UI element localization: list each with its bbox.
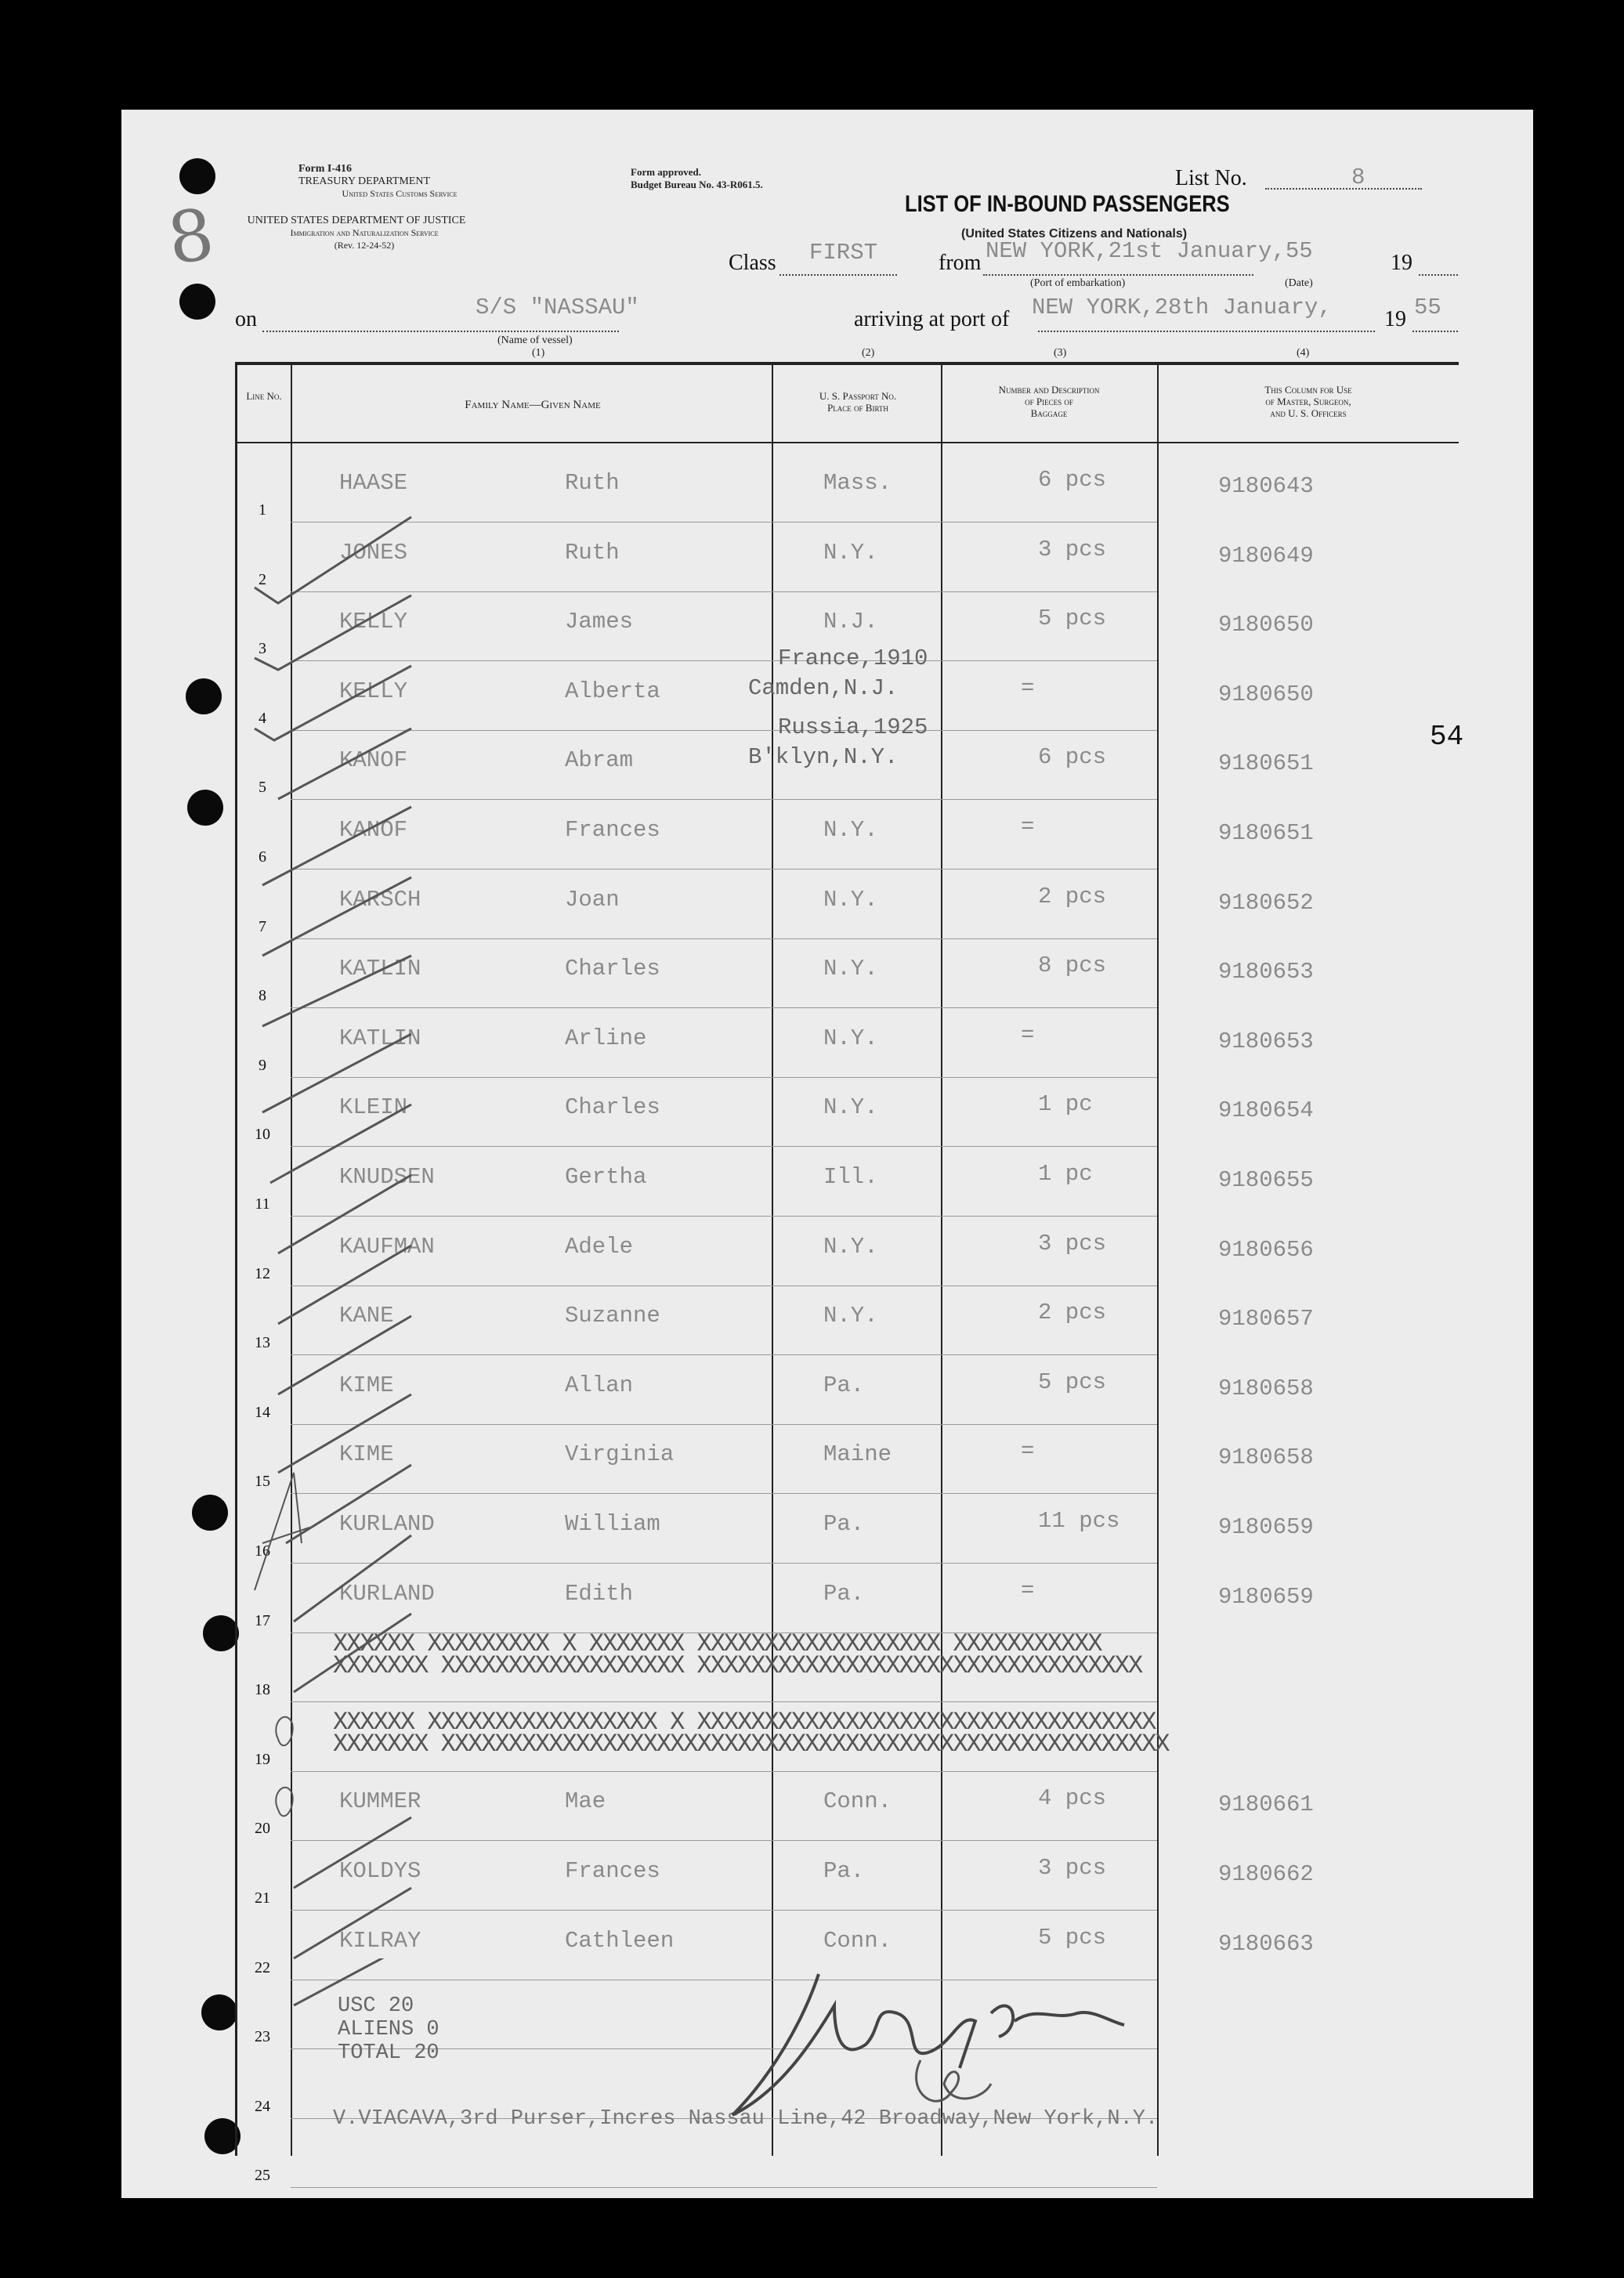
on-label: on — [235, 307, 257, 331]
col-num-2: (2) — [862, 347, 875, 359]
given-name: Adele — [565, 1233, 634, 1260]
baggage: = — [1021, 1021, 1035, 1048]
place-of-birth: N.Y. — [823, 956, 878, 982]
line-number: 18 — [255, 1681, 270, 1699]
place-of-birth: Maine — [823, 1441, 892, 1468]
line-number: 7 — [259, 917, 266, 935]
officer-ref-number: 9180651 — [1218, 820, 1314, 846]
given-name: James — [565, 609, 634, 635]
officer-ref-number: 9180649 — [1218, 542, 1314, 569]
col-header-baggage-l3: Baggage — [1030, 407, 1068, 419]
place-of-birth: Ill. — [823, 1164, 878, 1190]
baggage: 6 pcs — [1038, 467, 1107, 493]
col-num-4: (4) — [1297, 347, 1310, 359]
place-of-birth: Conn. — [823, 1927, 892, 1954]
officer-ref-number: 9180653 — [1218, 1028, 1314, 1054]
customs-service: United States Customs Service — [342, 188, 458, 199]
col-header-officers-l3: and U. S. Officers — [1270, 407, 1347, 419]
line-number: 19 — [255, 1750, 270, 1768]
col-header-passport-l2: Place of Birth — [827, 402, 888, 414]
place-of-birth: Russia,1925 — [778, 714, 928, 741]
given-name: Arline — [565, 1025, 647, 1051]
given-name: Ruth — [565, 539, 620, 566]
officer-ref-number: 9180659 — [1218, 1514, 1314, 1540]
line-number: 10 — [255, 1126, 270, 1144]
year2-label: 19 — [1384, 307, 1406, 331]
line-number: 20 — [255, 1820, 270, 1838]
family-name: KANOF — [339, 747, 408, 774]
officer-ref-number: 9180658 — [1218, 1375, 1314, 1401]
place-of-birth-2: B'klyn,N.Y. — [748, 744, 899, 771]
family-name: KAUFMAN — [339, 1233, 435, 1260]
col-sep-name — [772, 365, 773, 2156]
baggage: = — [1021, 1438, 1035, 1465]
line-number: 14 — [255, 1403, 270, 1421]
place-of-birth: N.Y. — [823, 1233, 878, 1260]
vessel-caption: (Name of vessel) — [497, 334, 573, 346]
page-title: LIST OF IN-BOUND PASSENGERS — [905, 191, 1230, 217]
baggage: 3 pcs — [1038, 1855, 1107, 1881]
family-name: KUMMER — [339, 1788, 421, 1815]
officer-ref-number: 9180654 — [1218, 1097, 1314, 1124]
col-sep-baggage — [1157, 365, 1159, 2156]
from-line — [983, 274, 1253, 276]
officer-ref-number: 9180663 — [1218, 1930, 1314, 1957]
col-header-line-no-text: Line No. — [246, 390, 282, 402]
justice-dept: UNITED STATES DEPARTMENT OF JUSTICE — [247, 215, 466, 226]
family-name: HAASE — [339, 470, 408, 496]
pencil-ticks — [231, 392, 466, 1998]
arriving-label: arriving at port of — [854, 307, 1010, 331]
baggage: 2 pcs — [1038, 883, 1107, 909]
baggage: 4 pcs — [1038, 1785, 1107, 1812]
crossed-out-row: XXXXXX XXXXXXXXX X XXXXXXX XXXXXXXXXXXXXXXXXX XXXXXXXXXXX — [333, 1629, 1101, 1658]
year-line — [1419, 274, 1458, 276]
given-name: Charles — [565, 956, 660, 982]
given-name: Frances — [565, 817, 660, 843]
class-label: Class — [729, 251, 776, 275]
line-number: 3 — [259, 640, 266, 658]
line-number: 22 — [255, 1958, 270, 1976]
port-caption: (Port of embarkation) — [1030, 277, 1126, 289]
given-name: Frances — [565, 1858, 660, 1884]
from-label: from — [939, 251, 982, 275]
family-name: JONES — [339, 539, 408, 566]
line-number: 23 — [255, 2028, 270, 2046]
table-top-rule — [235, 362, 1459, 365]
place-of-birth: Pa. — [823, 1511, 865, 1537]
signature — [717, 1958, 1156, 2154]
date-caption: (Date) — [1285, 277, 1313, 289]
officer-ref-number: 9180652 — [1218, 889, 1314, 916]
line-number: 15 — [255, 1473, 270, 1491]
family-name: KURLAND — [339, 1580, 435, 1607]
given-name: Virginia — [565, 1441, 675, 1468]
punch-hole — [192, 1495, 228, 1531]
row-rule — [291, 2187, 1157, 2188]
given-name: William — [565, 1511, 660, 1537]
baggage: 11 pcs — [1038, 1508, 1120, 1534]
officer-ref-number: 9180653 — [1218, 959, 1314, 985]
baggage: 3 pcs — [1038, 536, 1107, 562]
form-approved: Form approved. — [631, 166, 702, 178]
family-name: KARSCH — [339, 886, 421, 913]
arriving-value: NEW YORK,28th January, — [1032, 295, 1332, 320]
line-number: 4 — [259, 709, 266, 727]
officer-ref-number: 9180656 — [1218, 1236, 1314, 1263]
ins-service: Immigration and Naturalization Service — [290, 227, 439, 238]
line-number: 6 — [259, 848, 266, 866]
given-name: Mae — [565, 1788, 606, 1815]
officer-ref-number: 9180650 — [1218, 681, 1314, 707]
page-subtitle: (United States Citizens and Nationals) — [961, 227, 1188, 240]
officer-ref-number: 9180662 — [1218, 1861, 1314, 1887]
officer-ref-number: 9180657 — [1218, 1306, 1314, 1332]
place-of-birth: N.Y. — [823, 886, 878, 913]
margin-note: 8 — [162, 193, 219, 281]
given-name: Allan — [565, 1372, 634, 1398]
place-of-birth: N.Y. — [823, 539, 878, 566]
treasury-dept: TREASURY DEPARTMENT — [298, 175, 431, 187]
col-header-officers-l2: of Master, Surgeon, — [1265, 396, 1351, 407]
place-of-birth: N.Y. — [823, 1025, 878, 1051]
baggage: = — [1021, 814, 1035, 840]
year2-value: 55 — [1414, 295, 1441, 320]
line-number: 16 — [255, 1542, 270, 1560]
family-name: KNUDSEN — [339, 1164, 435, 1190]
place-of-birth: Conn. — [823, 1788, 892, 1815]
officer-ref-number: 9180643 — [1218, 473, 1314, 499]
place-of-birth: N.Y. — [823, 817, 878, 843]
crossed-out-row: XXXXXXX XXXXXXXXXXXXXXXXXXXXXXXXXXXXXXXXXXXXXXXXXXXXXXXXXXXXXX — [333, 1730, 1169, 1759]
form-number: Form I-416 — [298, 163, 353, 175]
col-header-passport-l1: U. S. Passport No. — [819, 390, 897, 402]
given-name: Abram — [565, 747, 634, 774]
officer-ref-number: 9180655 — [1218, 1167, 1314, 1193]
baggage: 1 pc — [1038, 1161, 1093, 1187]
officer-ref-number: 9180651 — [1218, 750, 1314, 777]
place-of-birth: N.Y. — [823, 1094, 878, 1121]
given-name: Gertha — [565, 1164, 647, 1190]
place-of-birth-2: Camden,N.J. — [748, 674, 899, 701]
baggage: 3 pcs — [1038, 1230, 1107, 1257]
officer-ref-number: 9180659 — [1218, 1583, 1314, 1610]
line-number: 17 — [255, 1611, 270, 1629]
given-name: Edith — [565, 1580, 634, 1607]
col-num-1: (1) — [532, 347, 545, 359]
col-header-baggage-l1: Number and Description — [998, 384, 1100, 396]
line-number: 8 — [259, 987, 266, 1005]
crossed-out-row: XXXXXX XXXXXXXXXXXXXXXXX X XXXXXXXXXXXXXXXXXXXXXXXXXXXXXXXXXX — [333, 1708, 1156, 1737]
family-name: KIME — [339, 1441, 394, 1468]
col-header-baggage-l2: of Pieces of — [1025, 396, 1073, 407]
arriving-line — [1038, 331, 1375, 332]
place-of-birth: France,1910 — [778, 645, 928, 671]
baggage: = — [1021, 674, 1035, 701]
family-name: KANOF — [339, 817, 408, 843]
punch-hole — [179, 284, 215, 320]
col-header-officers — [1163, 384, 1453, 419]
purser-line: V.VIACAVA,3rd Purser,Incres Nassau Line,42 Broadway,New York,N.Y. — [333, 2107, 1159, 2131]
vessel-name: S/S "NASSAU" — [476, 295, 639, 320]
line-number: 12 — [255, 1264, 270, 1282]
line-number: 11 — [255, 1195, 270, 1213]
baggage: = — [1021, 1577, 1035, 1604]
class-line — [779, 274, 897, 276]
place-of-birth: Pa. — [823, 1580, 865, 1607]
col-header-baggage — [946, 384, 1152, 419]
total-aliens: ALIENS 0 — [338, 2018, 439, 2041]
col-header-officers-l1: This Column for Use — [1264, 384, 1352, 396]
baggage: 2 pcs — [1038, 1300, 1107, 1326]
family-name: KILRAY — [339, 1927, 421, 1954]
side-note: 54 — [1430, 721, 1464, 753]
col-header-name: Family Name—Given Name — [465, 399, 601, 411]
line-number: 5 — [259, 779, 266, 797]
line-number: 24 — [255, 2097, 270, 2115]
baggage: 5 pcs — [1038, 606, 1107, 632]
family-name: KATLIN — [339, 1025, 421, 1051]
crossed-out-row: XXXXXXX XXXXXXXXXXXXXXXXXX XXXXXXXXXXXXXXXXXXXXXXXXXXXXXXXXX — [333, 1651, 1142, 1680]
place-of-birth: N.J. — [823, 609, 878, 635]
revision: (Rev. 12-24-52) — [334, 240, 395, 251]
year2-line — [1412, 331, 1458, 332]
given-name: Cathleen — [565, 1927, 675, 1954]
family-name: KURLAND — [339, 1511, 435, 1537]
family-name: KELLY — [339, 609, 408, 635]
class-value: FIRST — [809, 240, 878, 266]
passenger-manifest-sheet — [121, 110, 1533, 2198]
given-name: Charles — [565, 1094, 660, 1121]
line-number: 1 — [259, 501, 266, 519]
officer-ref-number: 9180661 — [1218, 1792, 1314, 1818]
list-no-value: 8 — [1351, 165, 1365, 190]
total-all: TOTAL 20 — [338, 2041, 439, 2065]
list-no-label: List No. — [1175, 166, 1247, 190]
family-name: KOLDYS — [339, 1858, 421, 1884]
col-num-3: (3) — [1054, 347, 1067, 359]
punch-hole — [186, 678, 222, 714]
place-of-birth: Pa. — [823, 1372, 865, 1398]
line-number: 13 — [255, 1334, 270, 1352]
baggage: 5 pcs — [1038, 1369, 1107, 1395]
punch-hole — [179, 158, 215, 194]
col-sep-birth — [941, 365, 942, 2156]
family-name: KATLIN — [339, 956, 421, 982]
officer-ref-number: 9180658 — [1218, 1445, 1314, 1471]
given-name: Ruth — [565, 470, 620, 496]
family-name: KANE — [339, 1303, 394, 1329]
line-number: 9 — [259, 1056, 266, 1074]
from-value: NEW YORK,21st January,55 — [986, 238, 1313, 264]
list-no-line — [1265, 188, 1422, 190]
family-name: KIME — [339, 1372, 394, 1398]
col-header-passport — [779, 390, 936, 414]
total-usc: USC 20 — [338, 1994, 414, 2018]
baggage: 8 pcs — [1038, 953, 1107, 979]
officer-ref-number: 9180650 — [1218, 612, 1314, 638]
baggage: 5 pcs — [1038, 1924, 1107, 1951]
line-number: 21 — [255, 1889, 270, 1907]
punch-hole — [187, 790, 223, 826]
baggage: 6 pcs — [1038, 744, 1107, 771]
family-name: KELLY — [339, 678, 408, 704]
baggage: 1 pc — [1038, 1091, 1093, 1118]
line-number: 2 — [259, 570, 266, 588]
place-of-birth: N.Y. — [823, 1303, 878, 1329]
place-of-birth: Mass. — [823, 470, 892, 496]
place-of-birth: Pa. — [823, 1858, 865, 1884]
given-name: Alberta — [565, 678, 660, 704]
vessel-line — [262, 331, 619, 332]
family-name: KLEIN — [339, 1094, 408, 1121]
pencil-ticks-lower — [231, 1958, 388, 2052]
year-label: 19 — [1391, 251, 1412, 275]
given-name: Suzanne — [565, 1303, 660, 1329]
line-number: 25 — [255, 2167, 270, 2185]
given-name: Joan — [565, 886, 620, 913]
budget-bureau: Budget Bureau No. 43-R061.5. — [631, 179, 763, 190]
